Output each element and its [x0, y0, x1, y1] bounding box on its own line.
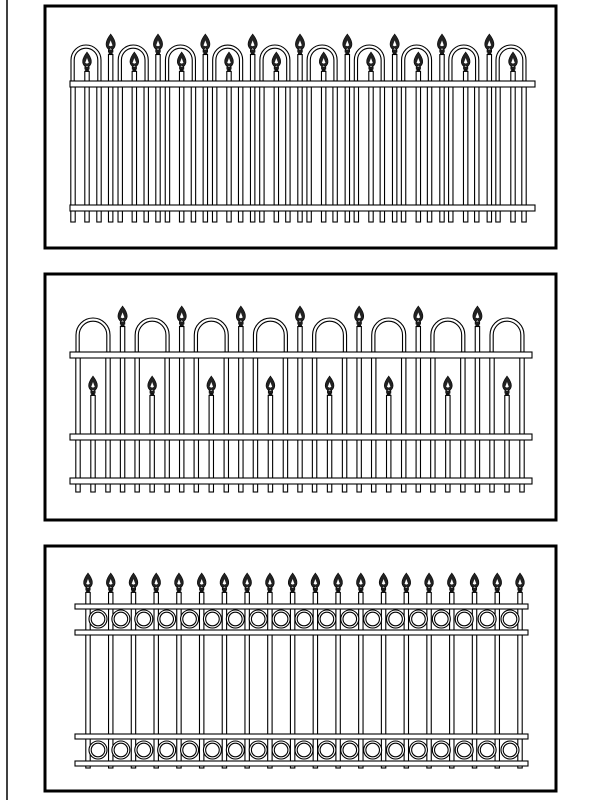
- hoop-leg-right: [461, 352, 465, 492]
- finial-collar: [327, 391, 331, 393]
- spear-picket: [511, 71, 515, 222]
- spear-picket: [463, 71, 467, 222]
- finial-collar: [336, 588, 340, 590]
- bottom-rail-upper: [75, 734, 528, 739]
- finial-collar: [179, 67, 183, 69]
- finial-collar: [85, 67, 89, 69]
- hoop-leg-right: [342, 352, 346, 492]
- spear-picket: [156, 55, 160, 222]
- finial-collar: [203, 50, 208, 52]
- hoop-leg-left: [372, 352, 376, 492]
- spear-picket: [345, 55, 349, 222]
- hoop-leg-left: [260, 81, 264, 222]
- finial-collar: [475, 322, 480, 324]
- spear-picket: [416, 71, 420, 222]
- finial-collar: [239, 322, 244, 324]
- hoop-leg-left: [490, 352, 494, 492]
- finial-collar: [321, 67, 325, 69]
- tall-spear-picket: [475, 327, 479, 492]
- hoop-leg-left: [431, 352, 435, 492]
- finial-collar: [369, 67, 373, 69]
- middle-rail: [70, 434, 532, 440]
- spear-picket: [487, 55, 491, 222]
- spear-picket: [108, 55, 112, 222]
- top-rail-upper: [75, 604, 528, 609]
- finial-collar: [274, 67, 278, 69]
- hoop-leg-left: [312, 352, 316, 492]
- spear-picket: [440, 55, 444, 222]
- hoop-leg-right: [520, 352, 524, 492]
- hoop-leg-left: [135, 352, 139, 492]
- finial-collar: [487, 50, 492, 52]
- hoop-leg-left: [449, 81, 453, 222]
- hoop-leg-right: [106, 352, 110, 492]
- hoop-leg-right: [402, 352, 406, 492]
- hoop-leg-right: [144, 81, 148, 222]
- top-rail: [70, 352, 532, 358]
- hoop-leg-right: [522, 81, 526, 222]
- finial-collar: [268, 588, 272, 590]
- finial-collar: [495, 588, 499, 590]
- finial-collar: [387, 391, 391, 393]
- hoop-leg-left: [401, 81, 405, 222]
- spear-picket: [227, 71, 231, 222]
- finial-collar: [463, 67, 467, 69]
- hoop-leg-left: [354, 81, 358, 222]
- hoop-leg-right: [238, 81, 242, 222]
- spear-picket: [85, 71, 89, 222]
- hoop-leg-right: [191, 81, 195, 222]
- hoop-leg-left: [118, 81, 122, 222]
- finial-collar: [120, 322, 125, 324]
- spear-picket: [290, 592, 294, 768]
- tall-spear-picket: [120, 327, 124, 492]
- hoop-leg-right: [97, 81, 101, 222]
- top-rail: [70, 81, 535, 87]
- finial-collar: [440, 50, 445, 52]
- finial-collar: [199, 588, 203, 590]
- finial-collar: [427, 588, 431, 590]
- finial-collar: [227, 67, 231, 69]
- spear-picket: [369, 71, 373, 222]
- finial-collar: [290, 588, 294, 590]
- fence-panel-2: [45, 274, 556, 520]
- finial-collar: [268, 391, 272, 393]
- hoop-leg-right: [224, 352, 228, 492]
- hoop-leg-left: [76, 352, 80, 492]
- spear-picket: [268, 592, 272, 768]
- finial-collar: [132, 67, 136, 69]
- finial-collar: [250, 50, 255, 52]
- hoop-leg-right: [333, 81, 337, 222]
- finial-collar: [298, 50, 303, 52]
- hoop-leg-right: [286, 81, 290, 222]
- hoop-leg-left: [212, 81, 216, 222]
- tall-spear-picket: [239, 327, 243, 492]
- finial-collar: [154, 588, 158, 590]
- fence-panel-1: [45, 6, 556, 248]
- finial-collar: [472, 588, 476, 590]
- finial-collar: [222, 588, 226, 590]
- spear-picket: [274, 71, 278, 222]
- finial-collar: [177, 588, 181, 590]
- hoop-leg-left: [194, 352, 198, 492]
- tall-spear-picket: [416, 327, 420, 492]
- finial-collar: [179, 322, 184, 324]
- finial-collar: [298, 322, 303, 324]
- bottom-rail: [70, 205, 535, 211]
- finial-collar: [450, 588, 454, 590]
- spear-picket: [132, 71, 136, 222]
- top-rail-lower: [75, 630, 528, 635]
- finial-collar: [209, 391, 213, 393]
- hoop-leg-right: [165, 352, 169, 492]
- hoop-leg-left: [253, 352, 257, 492]
- finial-collar: [357, 322, 362, 324]
- finial-collar: [511, 67, 515, 69]
- finial-collar: [446, 391, 450, 393]
- spear-picket: [250, 55, 254, 222]
- hoop-leg-left: [307, 81, 311, 222]
- finial-collar: [313, 588, 317, 590]
- hoop-leg-right: [475, 81, 479, 222]
- spear-picket: [203, 55, 207, 222]
- hoop-leg-right: [427, 81, 431, 222]
- finial-collar: [381, 588, 385, 590]
- spear-picket: [313, 592, 317, 768]
- finial-collar: [109, 588, 113, 590]
- finial-collar: [392, 50, 397, 52]
- finial-collar: [245, 588, 249, 590]
- tall-spear-picket: [180, 327, 184, 492]
- finial-collar: [108, 50, 113, 52]
- spear-picket: [336, 592, 340, 768]
- finial-collar: [404, 588, 408, 590]
- finial-collar: [131, 588, 135, 590]
- finial-collar: [359, 588, 363, 590]
- spear-picket: [321, 71, 325, 222]
- hoop-leg-right: [283, 352, 287, 492]
- spear-picket: [298, 55, 302, 222]
- hoop-leg-right: [380, 81, 384, 222]
- finial-collar: [416, 67, 420, 69]
- hoop-leg-left: [496, 81, 500, 222]
- tall-spear-picket: [357, 327, 361, 492]
- bottom-rail: [70, 478, 532, 484]
- finial-collar: [86, 588, 90, 590]
- finial-collar: [518, 588, 522, 590]
- bottom-rail-lower: [75, 761, 528, 766]
- spear-picket: [179, 71, 183, 222]
- hoop-leg-left: [165, 81, 169, 222]
- finial-collar: [156, 50, 161, 52]
- finial-collar: [416, 322, 421, 324]
- spear-picket: [392, 55, 396, 222]
- finial-collar: [91, 391, 95, 393]
- finial-collar: [345, 50, 350, 52]
- tall-spear-picket: [298, 327, 302, 492]
- finial-collar: [150, 391, 154, 393]
- finial-collar: [505, 391, 509, 393]
- fence-panel-3: [45, 546, 556, 791]
- hoop-leg-left: [71, 81, 75, 222]
